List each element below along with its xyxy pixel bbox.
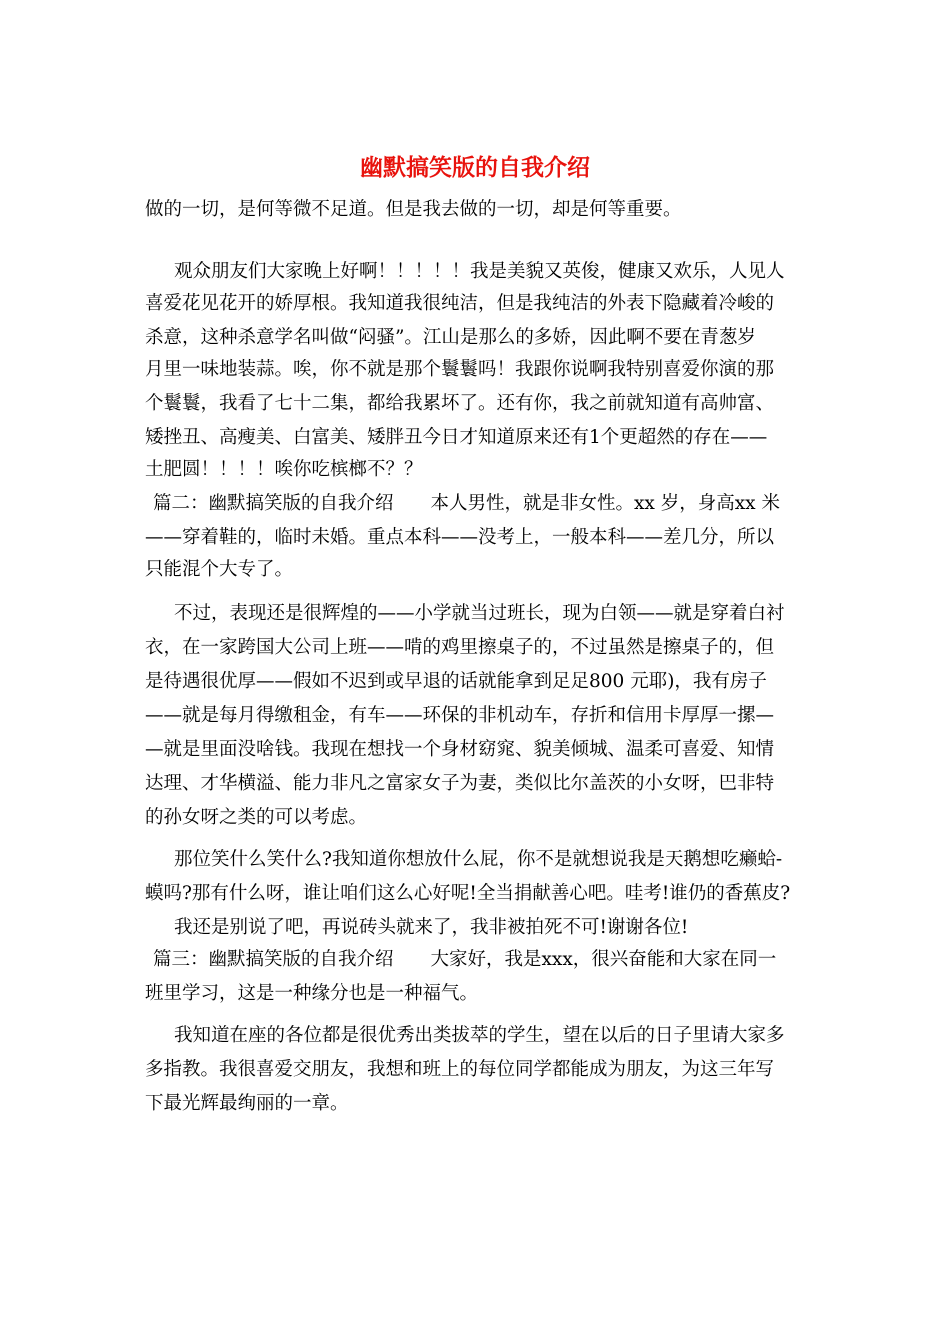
section-heading-line: 篇三：幽默搞笑版的自我介绍 大家好，我是xxx，很兴奋能和大家在同一 xyxy=(153,949,777,970)
body-line: 喜爱花见花开的娇厚根。我知道我很纯洁，但是我纯洁的外表下隐藏着冷峻的 xyxy=(145,293,775,314)
body-line: 观众朋友们大家晚上好啊！！！！！我是美貌又英俊，健康又欢乐，人见人 xyxy=(174,261,785,282)
document-title: 幽默搞笑版的自我介绍 xyxy=(360,154,590,181)
body-line: 我知道在座的各位都是很优秀出类拔萃的学生，望在以后的日子里请大家多 xyxy=(174,1025,785,1046)
body-line: 衣，在一家跨国大公司上班——啃的鸡里擦桌子的，不过虽然是擦桌子的，但 xyxy=(145,637,775,658)
body-line: 我还是别说了吧，再说砖头就来了，我非被拍死不可!谢谢各位! xyxy=(174,917,689,938)
body-line: 多指教。我很喜爱交朋友，我想和班上的每位同学都能成为朋友，为这三年写 xyxy=(145,1059,775,1080)
body-line: 下最光辉最绚丽的一章。 xyxy=(145,1093,349,1114)
body-line: 蟆吗?那有什么呀，谁让咱们这么心好呢!全当捐献善心吧。哇考!谁仍的香蕉皮? xyxy=(145,883,791,904)
body-line: ——就是每月得缴租金，有车——环保的非机动车，存折和信用卡厚厚一摞— xyxy=(145,705,775,726)
body-line: 只能混个大专了。 xyxy=(145,559,294,580)
body-line: 做的一切，是何等微不足道。但是我去做的一切，却是何等重要。 xyxy=(145,199,682,220)
body-line: 达理、才华横溢、能力非凡之富家女子为妻，类似比尔盖茨的小女呀，巴非特 xyxy=(145,773,775,794)
body-line: 的孙女呀之类的可以考虑。 xyxy=(145,807,368,828)
body-line: 土肥圆！！！！唉你吃槟榔不？？ xyxy=(145,459,423,480)
body-line: 月里一味地装蒜。唉，你不就是那个鬟鬟吗！我跟你说啊我特别喜爱你演的那 xyxy=(145,359,775,380)
body-line: 不过，表现还是很辉煌的——小学就当过班长，现为白领——就是穿着白衬 xyxy=(174,603,785,624)
body-line: 个鬟鬟，我看了七十二集，都给我累坏了。还有你，我之前就知道有高帅富、 xyxy=(145,393,775,414)
body-line: 班里学习，这是一种缘分也是一种福气。 xyxy=(145,983,479,1004)
body-line: ——穿着鞋的，临时未婚。重点本科——没考上，一般本科——差几分，所以 xyxy=(145,527,775,548)
section-heading-line: 篇二：幽默搞笑版的自我介绍 本人男性，就是非女性。xx 岁，身高xx 米 xyxy=(153,493,780,514)
body-line: 是待遇很优厚——假如不迟到或早退的话就能拿到足足800 元耶)，我有房子 xyxy=(145,671,767,692)
body-line: —就是里面没啥钱。我现在想找一个身材窈窕、貌美倾城、温柔可喜爱、知情 xyxy=(145,739,775,760)
body-line: 那位笑什么笑什么?我知道你想放什么屁，你不是就想说我是天鹅想吃癞蛤- xyxy=(174,849,783,870)
body-line: 杀意，这种杀意学名叫做“闷骚”。江山是那么的多娇，因此啊不要在青葱岁 xyxy=(145,327,756,348)
body-line: 矮挫丑、高瘦美、白富美、矮胖丑今日才知道原来还有1个更超然的存在—— xyxy=(145,427,768,448)
